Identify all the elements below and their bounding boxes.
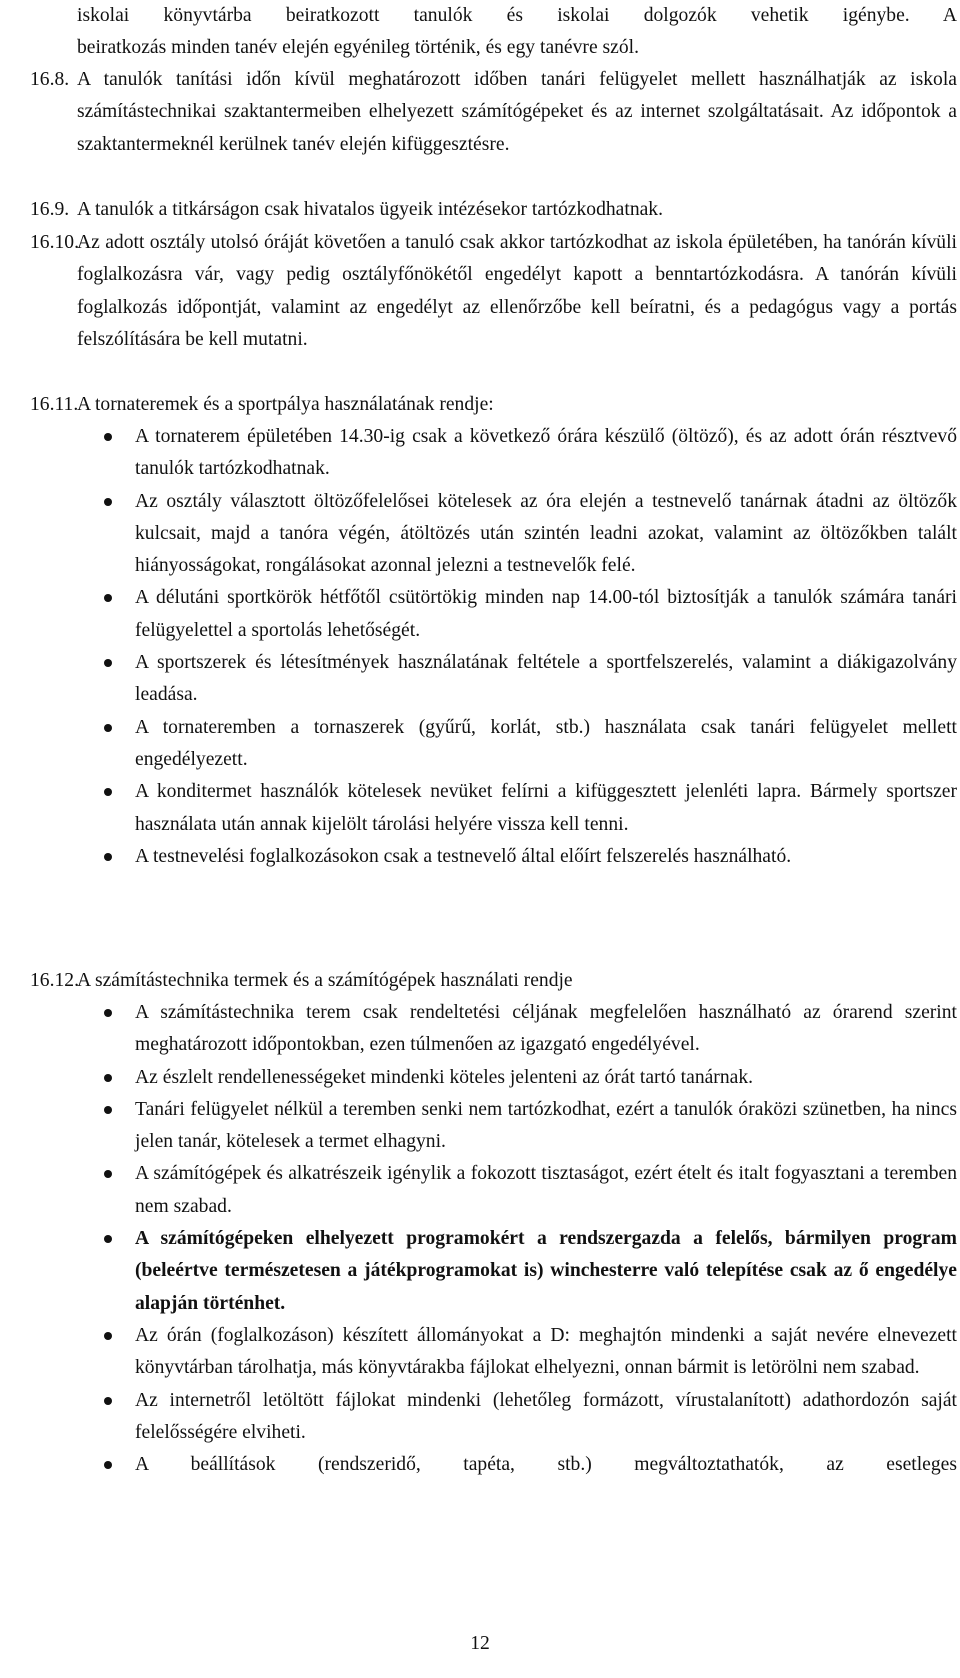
bullet-icon: [104, 788, 112, 796]
bullet-icon: [104, 1074, 112, 1082]
section-number: 16.9.: [30, 199, 70, 220]
section-text: Az adott osztály utolsó óráját követően a tanuló csak akkor tartózkodhat az iskola épületében, ha tanórán kívüli foglalkozásra vár, vagy pedig osztályfőnökétől engedélyt kapott a benntartózkodásra. A tanórán kívüli foglalkozás időpontját, valamint az engedélyt az ellenőrzőbe kell beíratni, és a pedagógus vagy a portás felszólítására be kell mutatni.: [77, 232, 957, 350]
list-item: A tornateremben a tornaszerek (gyűrű, korlát, stb.) használata csak tanári felügyelet mellett engedélyezett.: [104, 712, 957, 777]
bullet-icon: [104, 659, 112, 667]
section-text: A tornateremek és a sportpálya használatának rendje:: [77, 394, 494, 415]
section-number: 16.12.: [30, 970, 79, 991]
bullet-icon: [104, 1170, 112, 1178]
section-text: A tanulók tanítási időn kívül meghatározott időben tanári felügyelet mellett használhatják az iskola számítástechnikai szaktantermeiben elhelyezett számítógépeket és az internet szolgáltatásait. Az időpontok a szaktantermeknél kerülnek tanév elején kifüggesztésre.: [77, 69, 957, 155]
bullet-icon: [104, 853, 112, 861]
section-16-9: [30, 194, 957, 226]
section-text: A számítástechnika termek és a számítógépek használati rendje: [77, 970, 573, 991]
list-item: A konditermet használók kötelesek nevüket felírni a kifüggesztett jelenléti lapra. Bármely sportszer használata után annak kijelölt tárolási helyére vissza kell tenni.: [104, 776, 957, 841]
section-16-8: [30, 64, 957, 161]
list-item-bold: A számítógépeken elhelyezett programokért a rendszergazda a felelős, bármilyen program (beleértve természetesen a játékprogramokat is) winchesterre való telepítése csak az ő engedélye alapján történhet.: [104, 1223, 957, 1320]
bullet-icon: [104, 594, 112, 602]
bullet-icon: [104, 433, 112, 441]
section-16-12: [30, 965, 957, 997]
list-item: A sportszerek és létesítmények használatának feltétele a sportfelszerelés, valamint a diákigazolvány leadása.: [104, 647, 957, 712]
section-16-11: [30, 389, 957, 421]
section-16-10: [30, 227, 957, 356]
list-item: Az órán (foglalkozáson) készített állományokat a D: meghajtón mindenki a saját nevére elnevezett könyvtárban tárolhatja, más könyvtárakba fájlokat elhelyezni, onnan bármit is letörölni nem szabad.: [104, 1320, 957, 1385]
bullet-icon: [104, 1106, 112, 1114]
continuation-line-1: iskolai könyvtárba beiratkozott tanulók és iskolai dolgozók vehetik igénybe. A: [77, 5, 957, 26]
bullet-icon: [104, 724, 112, 732]
section-number: 16.8.: [30, 69, 70, 90]
bullet-icon: [104, 1397, 112, 1405]
computer-room-rules-list: [104, 997, 957, 1481]
continuation-line-2: beiratkozás minden tanév elején egyénileg történik, és egy tanévre szól.: [77, 37, 640, 58]
list-item: Az internetről letöltött fájlokat mindenki (lehetőleg formázott, vírustalanított) adathordozón saját felelősségére elviheti.: [104, 1385, 957, 1450]
section-number: 16.10.: [30, 232, 79, 253]
page-number: 12: [470, 1633, 490, 1654]
list-item: A beállítások (rendszeridő, tapéta, stb.) megváltoztathatók, az esetleges: [104, 1449, 957, 1481]
list-item: A számítástechnika terem csak rendeltetési céljának megfelelően használható az órarend szerint meghatározott időpontokban, ezen túlmenően az igazgató engedélyével.: [104, 997, 957, 1062]
bullet-icon: [104, 1235, 112, 1243]
list-item: A számítógépek és alkatrészeik igénylik a fokozott tisztaságot, ezért ételt és italt fogyasztani a teremben nem szabad.: [104, 1158, 957, 1223]
list-item: Az észlelt rendellenességeket mindenki köteles jelenteni az órát tartó tanárnak.: [104, 1062, 957, 1094]
bullet-icon: [104, 1461, 112, 1469]
section-number: 16.11.: [30, 394, 79, 415]
list-item: A délutáni sportkörök hétfőtől csütörtökig minden nap 14.00-tól biztosítják a tanulók számára tanári felügyelettel a sportolás lehetőségét.: [104, 582, 957, 647]
section-text: A tanulók a titkárságon csak hivatalos ügyeik intézésekor tartózkodhatnak.: [77, 199, 664, 220]
list-item: A tornaterem épületében 14.30-ig csak a következő órára készülő (öltöző), és az adott órán résztvevő tanulók tartózkodhatnak.: [104, 421, 957, 486]
list-item: A testnevelési foglalkozásokon csak a testnevelő által előírt felszerelés használható.: [104, 841, 957, 873]
bullet-icon: [104, 1332, 112, 1340]
bullet-icon: [104, 498, 112, 506]
sport-rules-list: [104, 421, 957, 873]
list-item: Az osztály választott öltözőfelelősei kötelesek az óra elején a testnevelő tanárnak átadni az öltözők kulcsait, majd a tanóra végén, átöltözés után szintén leadni azokat, valamint az öltözőkben talált hiányosságokat, rongálásokat azonnal jelezni a testnevelők felé.: [104, 486, 957, 583]
bullet-icon: [104, 1009, 112, 1017]
list-item: Tanári felügyelet nélkül a teremben senki nem tartózkodhat, ezért a tanulók óraközi szünetben, ha nincs jelen tanár, kötelesek a termet elhagyni.: [104, 1094, 957, 1159]
